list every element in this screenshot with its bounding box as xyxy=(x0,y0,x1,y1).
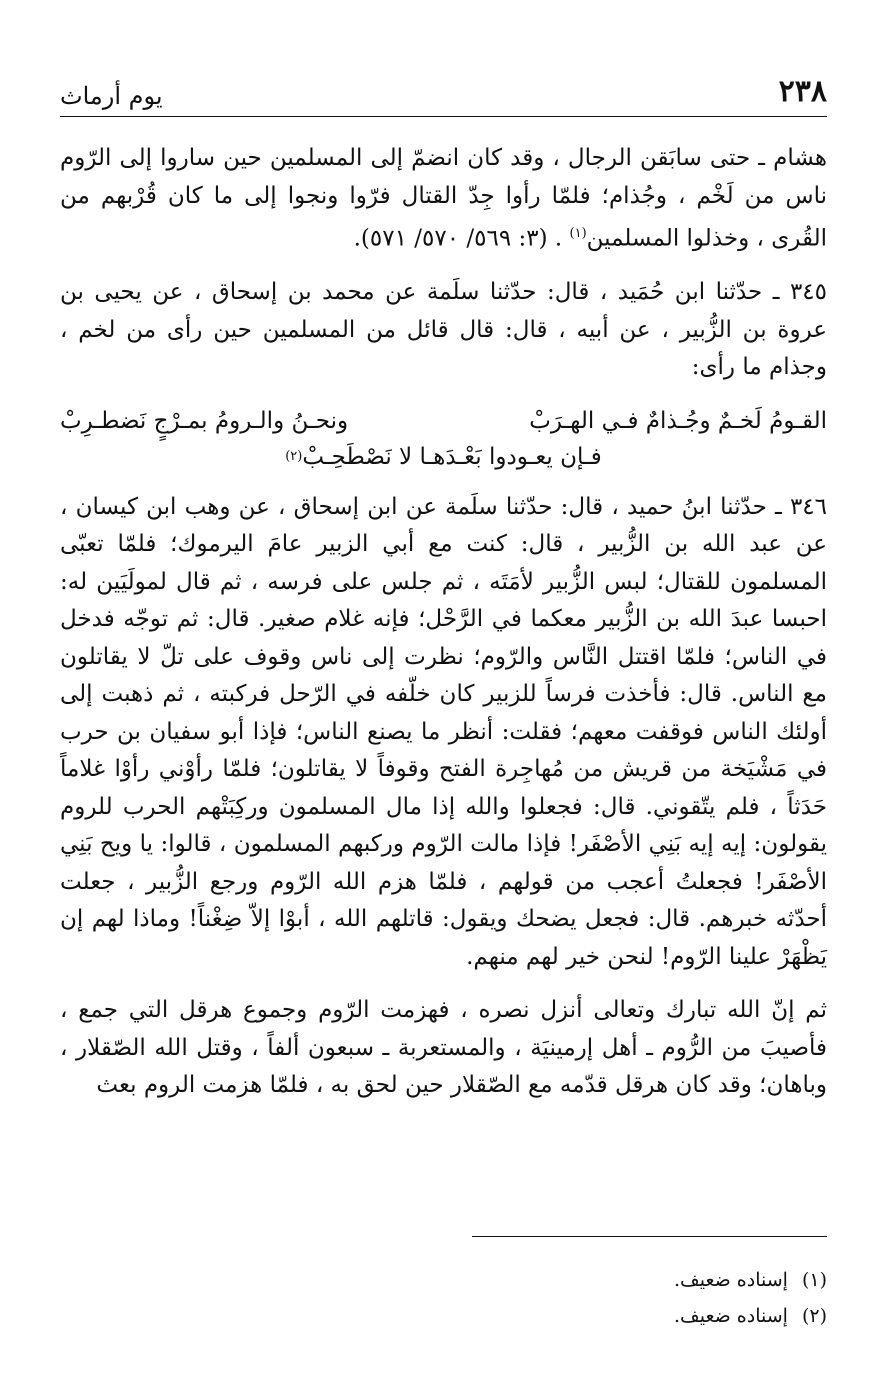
footnote-text: إسناده ضعيف. xyxy=(674,1305,788,1327)
poem-line xyxy=(60,439,827,475)
footnote-number: (٢) xyxy=(801,1305,827,1327)
footnote xyxy=(60,1262,827,1298)
footnote-divider xyxy=(472,1236,827,1237)
footnote-ref: (١) xyxy=(569,226,587,241)
main-text xyxy=(60,140,827,1121)
poem xyxy=(60,403,827,475)
citation: . (٣: ٥٦٩/ ٥٧٠/ ٥٧١). xyxy=(353,225,563,252)
hemistich: فـإن يعـودوا بَعْـدَهـا لا نَصْطَحِـبْ xyxy=(302,443,602,470)
hemistich: ونحـنُ والـرومُ بمـرْجٍ نَضطـرِبْ xyxy=(60,407,349,434)
poem-line xyxy=(60,403,827,439)
paragraph: ٣٤٥ ـ حدّثنا ابن حُمَيد ، قال: حدّثنا سلَمة عن محمد بن إسحاق ، عن يحيى بن عروة بن الزُّبير ، عن أبيه ، قال: قال قائل من المسلمين حين رأى من لخم ، وجذام ما رأى: xyxy=(60,279,827,381)
paragraph xyxy=(60,140,827,258)
page-header xyxy=(60,72,827,117)
paragraph-text: هشام ـ حتى سابَقن الرجال ، وقد كان انضمّ إلى المسلمين حين ساروا إلى الرّوم ناس من لَخْم ، وجُذام؛ فلمّا رأوا جِدّ القتال فرّوا ونجوا إلى ما كان قُرْبهم من القُرى ، وخذلوا المسلمين xyxy=(60,145,827,252)
footnote-ref: (٢) xyxy=(285,448,303,464)
running-title: يوم أرماث xyxy=(60,82,163,110)
footnote xyxy=(60,1298,827,1334)
hemistich: القـومُ لَخـمٌ وجُـذامٌ فـي الهـرَبْ xyxy=(529,407,827,434)
paragraph: ٣٤٦ ـ حدّثنا ابنُ حميد ، قال: حدّثنا سلَمة عن ابن إسحاق ، عن وهب ابن كيسان ، عن عبد الله بن الزُّبير ، قال: كنت مع أبي الزبير عامَ اليرموك؛ فلمّا تعبّى المسلمون للقتال؛ لبس الزُّبير لأمَتَه ، ثم جلس على فرسه ، ثم قال لمولَيَين له: احبسا عبدَ الله بن الزُّبير معكما في الرَّحْل؛ فإنه غلام صغير. قال: ثم توجّه فدخل في الناس؛ فلمّا اقتتل النَّاس والرّوم؛ نظرت إلى ناس وقوف على تلّ لا يقاتلون مع الناس. قال: فأخذت فرساً للزبير كان خلّفه في الرّحل فركبته ، ثم ذهبت إلى أولئك الناس فوقفت معهم؛ فقلت: أنظر ما يصنع الناس؛ فإذا أبو سفيان بن حرب في مَشْيَخة من قريش من مُهاجِرة الفتح وقوفاً لا يقاتلون؛ فلمّا رأوْني رأوْا غلاماً حَدَثاً ، فلم يتّقوني. قال: فجعلوا والله إذا مال المسلمون وركِبَتْهم الحرب للروم يقولون: إيه إيه بَنِي الأصْفَر! فإذا مالت الرّوم وركبهم المسلمون ، قالوا: يا ويح بَنِي الأصْفَر! فجعلتُ أعجب من قولهم ، فلمّا هزم الله الرّوم ورجع الزُّبير ، جعلت أحدّثه خبرهم. قال: فجعل يضحك ويقول: قاتلهم الله ، أبوْا إلاّ ضِغْناً! وماذا لهم إن يَظْهَرْ علينا الرّوم! لنحن خير لهم منهم. xyxy=(60,493,827,970)
paragraph: ثم إنّ الله تبارك وتعالى أنزل نصره ، فهزمت الرّوم وجموع هرقل التي جمع ، فأصيبَ من الرُّوم ـ أهل إرمينيَة ، والمستعربة ـ سبعون ألفاً ، وقتل الله الصّقلار ، وباهان؛ وقد كان هرقل قدّمه مع الصّقلار حين لحق به ، فلمّا هزمت الروم بعث xyxy=(60,997,827,1099)
footnote-number: (١) xyxy=(801,1269,827,1291)
footnote-text: إسناده ضعيف. xyxy=(674,1269,788,1291)
footnotes xyxy=(60,1262,827,1334)
page-number: ٢٣٨ xyxy=(778,74,827,109)
